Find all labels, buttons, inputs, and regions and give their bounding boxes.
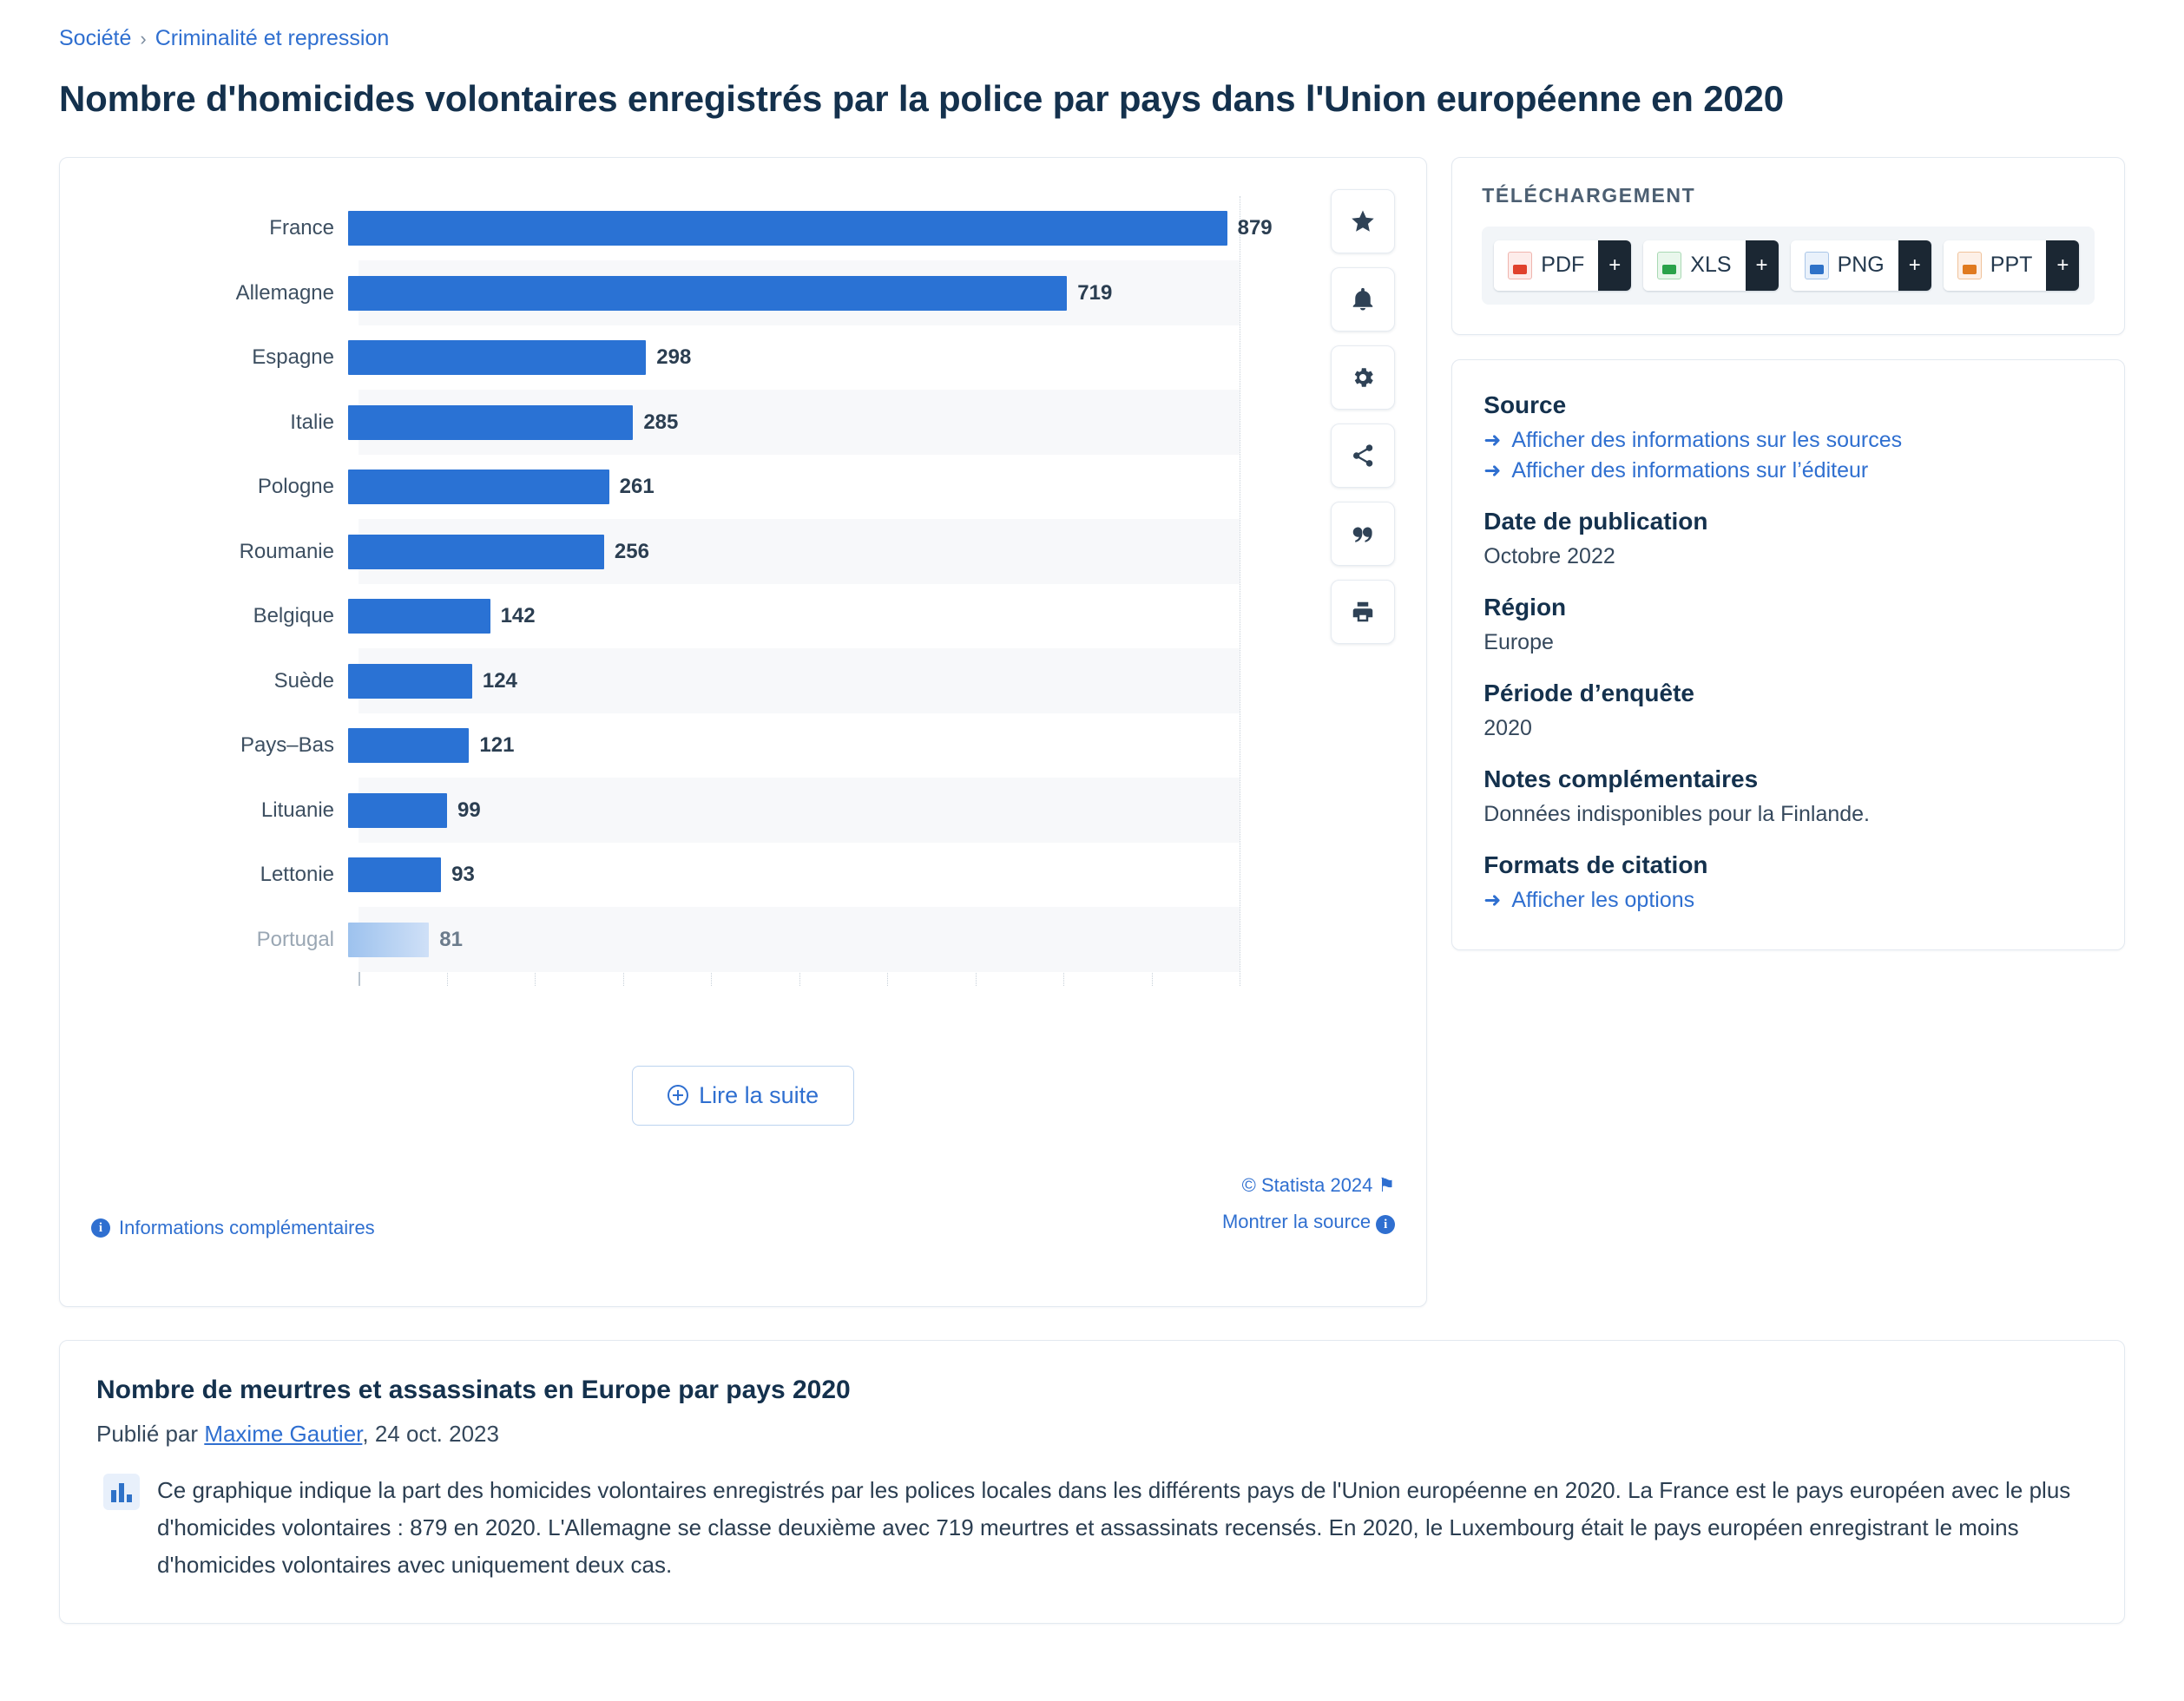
chart-category-label: Espagne (252, 345, 334, 369)
chart-bar[interactable] (348, 923, 429, 957)
editor-info-label: Afficher des informations sur l’éditeur (1511, 457, 1869, 483)
chart-category-label: Suède (273, 668, 334, 693)
breadcrumb-separator: › (140, 27, 147, 49)
chart-category-label: Pologne (257, 475, 334, 498)
meta-card (1451, 359, 2125, 950)
download-png-label: PNG (1837, 253, 1885, 278)
meta-citation (1483, 851, 2093, 913)
meta-source (1483, 391, 2093, 483)
meta-region-heading: Région (1483, 593, 1567, 621)
download-ppt-plus[interactable]: + (2046, 240, 2079, 291)
arrow-icon: ➜ (1483, 458, 1502, 483)
meta-period (1483, 680, 2093, 741)
chart-category-label: Belgique (253, 604, 334, 627)
chart-bar-wrap (348, 584, 1358, 649)
chart-bars (91, 196, 1358, 972)
download-buttons (1482, 227, 2095, 305)
chart-bar-row (91, 325, 1358, 391)
meta-pubdate-value: Octobre 2022 (1483, 543, 1615, 568)
chart-bar-value: 81 (439, 927, 463, 951)
chart-bar-row (91, 648, 1358, 713)
chart-category-label: Italie (290, 410, 334, 434)
info-icon: i (91, 1218, 110, 1238)
chart-bar[interactable] (348, 211, 1227, 246)
chart-bar-wrap (348, 260, 1358, 325)
download-card (1451, 157, 2125, 335)
chart-card (59, 157, 1427, 1307)
download-ppt-button[interactable] (1944, 240, 2080, 291)
chart-bar-row (91, 196, 1358, 261)
meta-notes (1483, 765, 2093, 827)
download-pdf-button[interactable] (1494, 240, 1631, 291)
meta-pubdate-heading: Date de publication (1483, 507, 1708, 535)
chart-bar[interactable] (348, 664, 472, 699)
chart-category-label: Allemagne (235, 280, 334, 305)
breadcrumb-current[interactable]: Criminalité et repression (155, 26, 390, 50)
chart-bar-row (91, 390, 1358, 455)
chart-bar-wrap (348, 519, 1358, 584)
article-body (96, 1472, 2088, 1584)
download-title: TÉLÉCHARGEMENT (1482, 183, 1696, 207)
chart-bar-wrap (348, 843, 1358, 908)
chart-bar[interactable] (348, 340, 646, 375)
breadcrumb (59, 0, 2125, 51)
article-body-text: Ce graphique indique la part des homicides volontaires enregistrés par les polices locales dans les différents pays de l'Union européenne en 2020. La France est le pays européen avec le plus d'homicides volontaires : 879 en 2020. L'Allemagne se classe deuxième avec 719 meurtres et assassinats recensés. En 2020, le Luxembourg était le pays européen enregistrant le moins d'homicides volontaires avec uniquement deux cas. (157, 1476, 2071, 1578)
chart-bar-wrap (348, 196, 1358, 261)
arrow-icon: ➜ (1483, 428, 1502, 452)
additional-info-link[interactable] (91, 1217, 375, 1239)
byline-prefix: Publié par (96, 1420, 205, 1447)
meta-period-heading: Période d’enquête (1483, 679, 1694, 706)
additional-info-label: Informations complémentaires (119, 1217, 375, 1239)
pdf-file-icon (1508, 252, 1532, 279)
download-png-button[interactable] (1791, 240, 1931, 291)
chart-bar[interactable] (348, 535, 604, 569)
chart-bar-row (91, 778, 1358, 843)
chart-bar[interactable] (348, 599, 490, 634)
meta-period-value: 2020 (1483, 715, 1532, 740)
read-more-wrap (91, 1066, 1395, 1126)
chart-plot (91, 196, 1358, 986)
png-file-icon (1805, 252, 1829, 279)
chart-bar[interactable] (348, 728, 469, 763)
meta-citation-heading: Formats de citation (1483, 850, 1708, 878)
byline-suffix: , 24 oct. 2023 (362, 1420, 499, 1447)
chart-bar-value: 285 (643, 410, 679, 434)
flag-icon[interactable]: ⚑ (1378, 1173, 1396, 1196)
chart-bar-value: 261 (619, 475, 655, 498)
download-xls-plus[interactable]: + (1746, 240, 1779, 291)
download-pdf-label: PDF (1541, 253, 1585, 278)
source-info-label: Afficher des informations sur les sources (1511, 427, 1903, 452)
download-png-plus[interactable]: + (1898, 240, 1931, 291)
page-title: Nombre d'homicides volontaires enregistrés par la police par pays dans l'Union européenne en 2020 (59, 78, 1784, 119)
xls-file-icon (1657, 252, 1681, 279)
chart-category-label: France (269, 216, 334, 240)
chart-bar-value: 719 (1077, 280, 1113, 305)
chart-bar-value: 121 (479, 733, 515, 757)
article-card (59, 1340, 2125, 1625)
article-byline (96, 1421, 2088, 1448)
article-title: Nombre de meurtres et assassinats en Europe par pays 2020 (96, 1375, 851, 1404)
chart-footer (91, 1167, 1395, 1240)
chart-bar-row (91, 907, 1358, 972)
copyright-line (1222, 1167, 1395, 1204)
chart-bar-row (91, 843, 1358, 908)
bar-chart-icon (103, 1474, 140, 1510)
citation-options-label: Afficher les options (1511, 887, 1695, 912)
chart-bar-value: 298 (656, 345, 692, 369)
meta-notes-value: Données indisponibles pour la Finlande. (1483, 801, 1871, 826)
meta-pubdate (1483, 508, 2093, 569)
chart-category-label: Pays–Bas (240, 733, 334, 757)
read-more-label: Lire la suite (699, 1081, 819, 1108)
download-ppt-label: PPT (1990, 253, 2033, 278)
chart-bar-wrap (348, 713, 1358, 778)
chart-category-label: Portugal (256, 927, 334, 951)
chart-bar-row (91, 584, 1358, 649)
chart-bar-wrap (348, 648, 1358, 713)
chart-bar-wrap (348, 455, 1358, 520)
breadcrumb-root[interactable]: Société (59, 26, 132, 50)
chart-container (91, 196, 1395, 986)
read-more-button[interactable] (632, 1066, 854, 1126)
meta-region (1483, 594, 2093, 655)
chart-bar-row (91, 455, 1358, 520)
chart-bar-value: 93 (451, 863, 475, 886)
right-column (1451, 157, 2125, 950)
show-source-label: Montrer la source (1221, 1210, 1372, 1232)
editor-info-link[interactable] (1483, 458, 2093, 483)
arrow-icon: ➜ (1483, 888, 1502, 912)
chart-bar-row (91, 519, 1358, 584)
download-pdf-plus[interactable]: + (1598, 240, 1631, 291)
plus-circle-icon (668, 1085, 688, 1106)
chart-bar[interactable] (348, 793, 447, 828)
show-source-link[interactable] (1222, 1204, 1395, 1240)
chart-bar[interactable] (348, 470, 609, 504)
meta-region-value: Europe (1483, 629, 1554, 654)
chart-bar[interactable] (348, 857, 441, 892)
chart-bar-wrap (348, 778, 1358, 843)
chart-bar-value: 142 (500, 604, 536, 627)
download-xls-button[interactable] (1643, 240, 1778, 291)
chart-bar-value: 99 (457, 798, 481, 822)
chart-category-label: Roumanie (239, 539, 334, 563)
chart-bar-wrap (348, 390, 1358, 455)
source-info-link[interactable] (1483, 428, 2093, 453)
chart-bar[interactable] (348, 276, 1067, 311)
copyright-label: © Statista 2024 (1241, 1173, 1373, 1196)
chart-bar[interactable] (348, 405, 633, 440)
chart-category-label: Lettonie (260, 863, 334, 886)
chart-bar-wrap (348, 325, 1358, 391)
meta-notes-heading: Notes complémentaires (1483, 765, 1759, 792)
chart-bar-value: 256 (614, 539, 649, 563)
chart-bar-value: 124 (482, 668, 517, 693)
chart-category-label: Lituanie (260, 798, 334, 822)
chart-bar-value: 879 (1237, 216, 1273, 240)
chart-bar-row (91, 713, 1358, 778)
citation-options-link[interactable] (1483, 888, 2093, 913)
author-link[interactable]: Maxime Gautier (204, 1420, 363, 1447)
ppt-file-icon (1957, 252, 1982, 279)
meta-source-heading: Source (1483, 391, 1567, 418)
chart-bar-wrap (348, 907, 1358, 972)
chart-bar-row (91, 260, 1358, 325)
download-xls-label: XLS (1690, 253, 1732, 278)
info-icon-source: i (1376, 1215, 1395, 1234)
